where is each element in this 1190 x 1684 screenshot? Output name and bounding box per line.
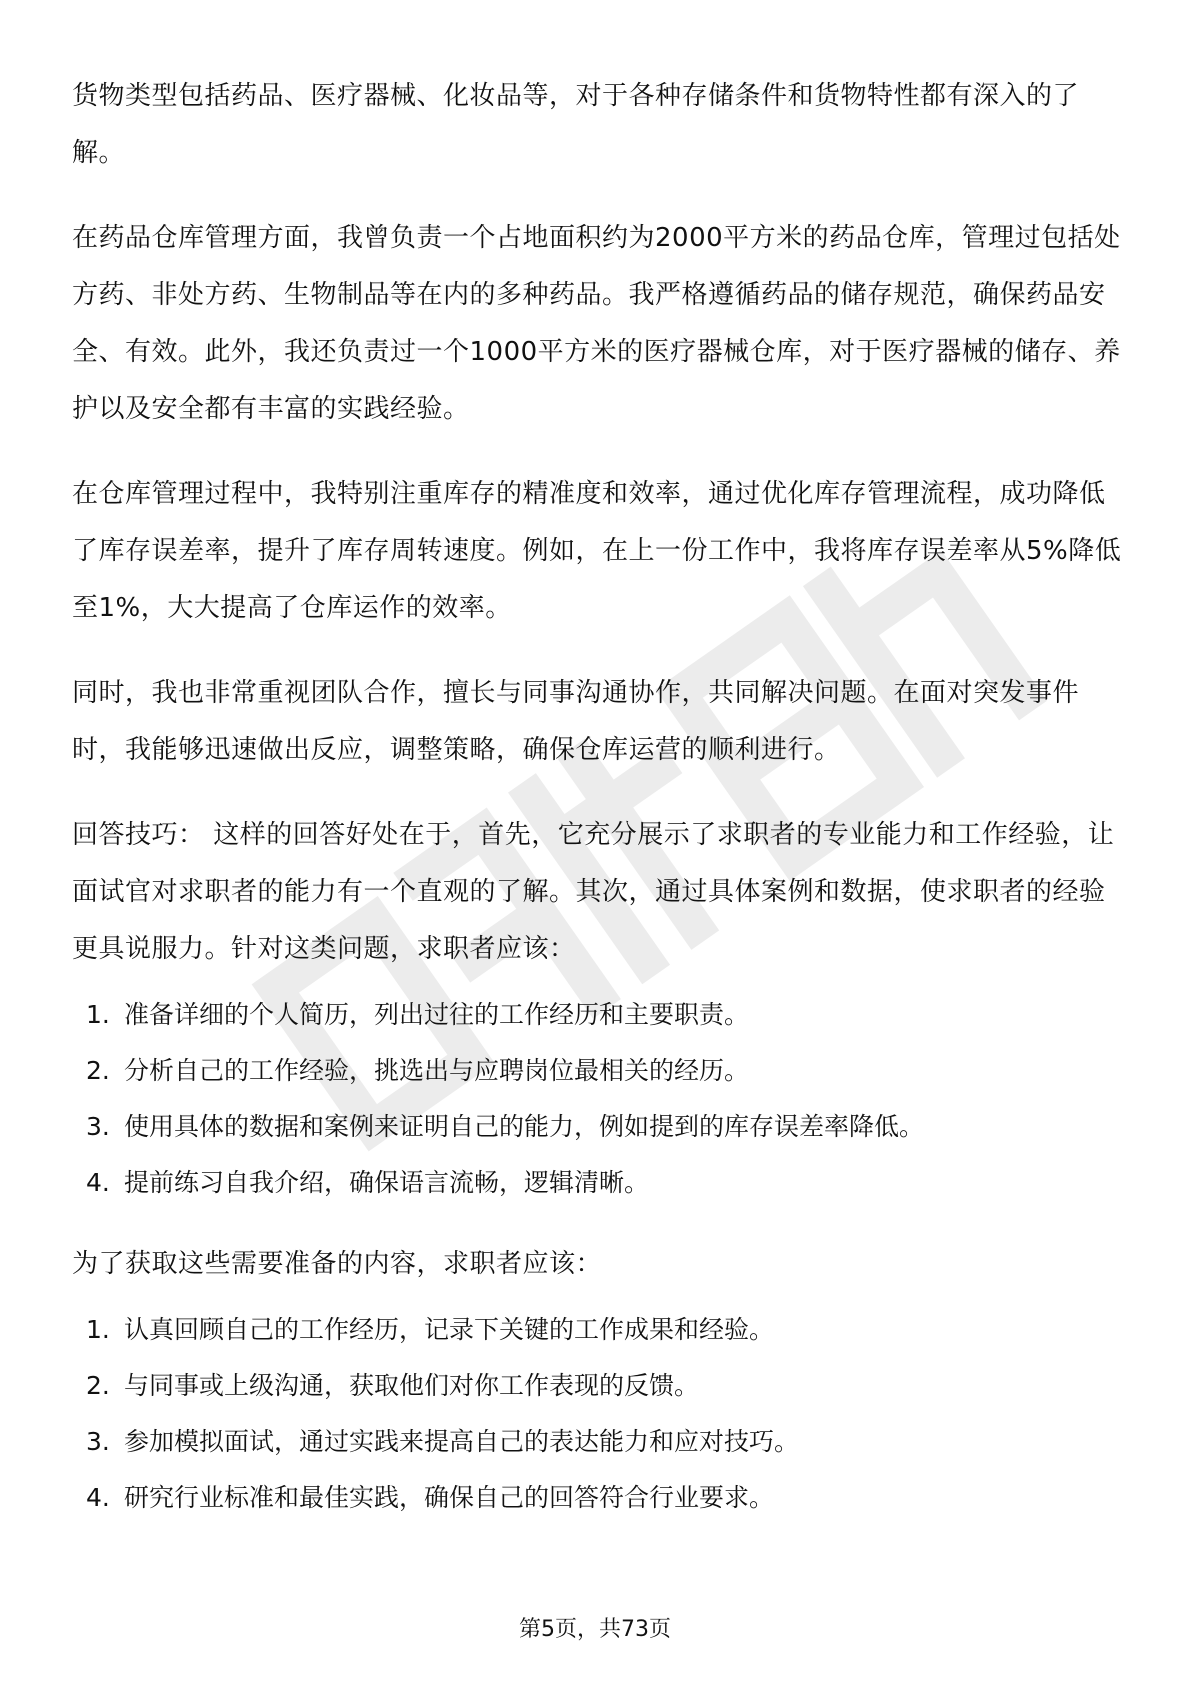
- list-item: 2. 与同事或上级沟通，获取他们对你工作表现的反馈。: [86, 1371, 700, 1400]
- paragraph-teamwork: 同时，我也非常重视团队合作，擅长与同事沟通协作，共同解决问题。在面对突发事件时，我能够迅速做出反应，调整策略，确保仓库运营的顺利进行。: [72, 678, 1080, 765]
- list-item: 2. 分析自己的工作经验，挑选出与应聘岗位最相关的经历。: [86, 1056, 750, 1085]
- paragraph-how-to-obtain: 为了获取这些需要准备的内容，求职者应该：: [72, 1249, 603, 1279]
- document-body: [72, 68, 1122, 1551]
- list-item: 1. 准备详细的个人简历，列出过往的工作经历和主要职责。: [86, 1000, 750, 1029]
- paragraph-pharma-warehouse: 在药品仓库管理方面，我曾负责一个占地面积约为2000平方米的药品仓库，管理过包括处方药、非处方药、生物制品等在内的多种药品。我严格遵循药品的储存规范，确保药品安全、有效。此外，我还负责过一个1000平方米的医疗器械仓库，对于医疗器械的储存、养护以及安全都有丰富的实践经验。: [72, 223, 1121, 424]
- list-item: 1. 认真回顾自己的工作经历，记录下关键的工作成果和经验。: [86, 1315, 775, 1344]
- list-item: 4. 研究行业标准和最佳实践，确保自己的回答符合行业要求。: [86, 1483, 775, 1512]
- paragraph-cargo-types: 货物类型包括药品、医疗器械、化妆品等，对于各种存储条件和货物特性都有深入的了解。: [72, 81, 1080, 168]
- paragraph-inventory-accuracy: 在仓库管理过程中，我特别注重库存的精准度和效率，通过优化库存管理流程，成功降低了库存误差率，提升了库存周转速度。例如，在上一份工作中，我将库存误差率从5%降低至1%，大大提高了仓库运作的效率。: [72, 479, 1122, 623]
- list-item: 4. 提前练习自我介绍，确保语言流畅，逻辑清晰。: [86, 1168, 650, 1197]
- paragraph-answer-tips: 回答技巧： 这样的回答好处在于，首先，它充分展示了求职者的专业能力和工作经验，让面试官对求职者的能力有一个直观的了解。其次，通过具体案例和数据，使求职者的经验更具说服力。针对这类问题，求职者应该：: [72, 820, 1115, 964]
- obtain-list: [72, 1311, 1122, 1517]
- page-number-footer: 第5页，共73页: [519, 1617, 671, 1642]
- list-item: 3. 使用具体的数据和案例来证明自己的能力，例如提到的库存误差率降低。: [86, 1112, 925, 1141]
- preparation-list: [72, 996, 1122, 1202]
- list-item: 3. 参加模拟面试，通过实践来提高自己的表达能力和应对技巧。: [86, 1427, 800, 1456]
